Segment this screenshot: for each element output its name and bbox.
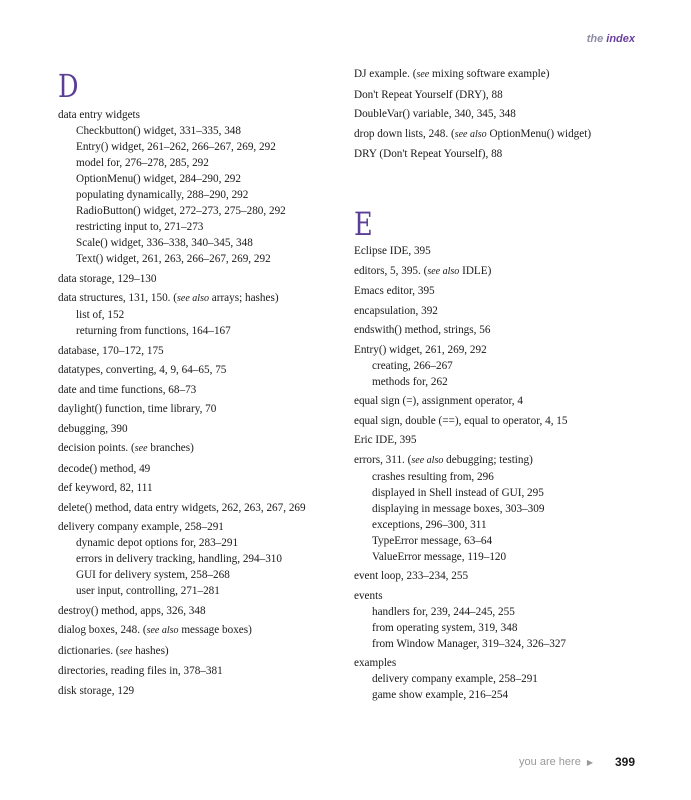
index-entry: [354, 66, 654, 83]
entry-text: decode() method, 49: [58, 462, 151, 475]
entry-text: debugging, 390: [58, 422, 128, 435]
index-entry: [58, 421, 343, 437]
index-entry: [354, 393, 654, 409]
entry-text: events: [354, 589, 383, 602]
page-number: 399: [614, 755, 635, 769]
index-entry: [354, 342, 654, 390]
index-entry: [354, 126, 654, 143]
see-reference-target: debugging; testing): [446, 453, 533, 466]
index-entry-term: [58, 421, 343, 437]
entry-text: Eclipse IDE, 395: [354, 245, 431, 257]
index-entry-term: [354, 393, 654, 409]
page-footer: [519, 755, 635, 769]
entry-text: disk storage, 129: [58, 684, 135, 697]
index-entry: [58, 440, 343, 457]
index-subentry: creating, 266–267: [372, 359, 453, 372]
index-entry-term: [354, 87, 654, 103]
index-subentry: game show example, 216–254: [372, 689, 509, 701]
see-reference-target: arrays; hashes): [211, 292, 279, 304]
entry-text: examples: [354, 657, 397, 669]
index-subentry: from Window Manager, 319–324, 326–327: [372, 637, 567, 650]
header-title: index: [606, 33, 635, 45]
index-subentry: populating dynamically, 288–290, 292: [76, 189, 249, 201]
index-entry-term: [58, 500, 343, 516]
index-subentry: Scale() widget, 336–338, 340–345, 348: [76, 237, 253, 249]
section-d-entries: [58, 107, 343, 702]
index-entry: [58, 401, 343, 417]
play-arrow-icon: ▶: [586, 757, 593, 767]
entry-text: delete() method, data entry widgets, 262, 263, 267, 269: [58, 501, 306, 514]
see-reference-target: OptionMenu() widget): [489, 127, 592, 140]
see-reference-marker: see also: [427, 265, 460, 277]
index-entry: [58, 663, 343, 679]
section-e-entries: [354, 243, 654, 707]
entry-text: DRY (Don't Repeat Yourself), 88: [354, 148, 503, 160]
entry-text: datatypes, converting, 4, 9, 64–65, 75: [58, 364, 227, 376]
index-entry: [58, 683, 343, 699]
index-subentry: displayed in Shell instead of GUI, 295: [372, 486, 544, 499]
index-entry-term: drop down lists, 248. (see also OptionMenu() widget): [354, 127, 592, 140]
entry-text: endswith() method, strings, 56: [354, 324, 491, 336]
index-subentry: RadioButton() widget, 272–273, 275–280, 292: [76, 205, 286, 217]
index-subentry: handlers for, 239, 244–245, 255: [372, 605, 515, 618]
index-entry: [354, 106, 654, 122]
entry-text: data entry widgets: [58, 109, 141, 121]
entry-text: DJ example.: [354, 68, 410, 80]
index-subentry: delivery company example, 258–291: [372, 673, 538, 685]
index-entry-term: decision points. (see branches): [58, 442, 194, 454]
index-subentry: Entry() widget, 261–262, 266–267, 269, 292: [76, 141, 276, 153]
see-reference-marker: see also: [146, 625, 179, 636]
index-subentry: OptionMenu() widget, 284–290, 292: [76, 173, 241, 185]
index-entry: [58, 500, 343, 516]
header-prefix: the: [586, 33, 604, 45]
entry-text: decision points.: [58, 442, 129, 454]
index-entry: [354, 243, 654, 259]
index-entry-term: [354, 106, 654, 122]
index-subentry: dynamic depot options for, 283–291: [76, 537, 239, 549]
index-entry: [58, 107, 343, 267]
index-entry: [58, 603, 343, 619]
index-entry-term: [354, 413, 654, 429]
index-entry-term: [354, 243, 654, 259]
index-entry: [354, 452, 654, 565]
entry-text: Emacs editor, 395: [354, 285, 435, 297]
entry-text: def keyword, 82, 111: [58, 482, 153, 494]
entry-text: directories, reading files in, 378–381: [58, 665, 223, 677]
index-entry: [58, 622, 343, 639]
index-subentry: TypeError message, 63–64: [372, 534, 493, 547]
index-entry: [354, 263, 654, 280]
index-subentry: list of, 152: [76, 309, 125, 321]
index-entry-term: [58, 683, 343, 699]
index-entry-term: DJ example. (see mixing software example): [354, 68, 550, 80]
see-reference-target: hashes): [135, 644, 169, 657]
index-entry-term: [354, 588, 654, 604]
index-entry-term: [354, 283, 654, 299]
see-reference-marker: see: [119, 645, 133, 657]
index-entry-term: [58, 663, 343, 679]
entry-text: editors, 5, 395.: [354, 264, 421, 277]
index-entry: [58, 480, 343, 496]
section-letter-e: E: [354, 205, 373, 243]
running-header: [587, 33, 635, 45]
see-reference-marker: see: [416, 69, 430, 80]
index-entry: [354, 283, 654, 299]
index-entry-term: [58, 519, 343, 535]
entry-text: delivery company example, 258–291: [58, 521, 224, 533]
index-subentry: GUI for delivery system, 258–268: [76, 569, 230, 581]
see-reference-marker: see: [134, 443, 148, 454]
entry-text: destroy() method, apps, 326, 348: [58, 604, 206, 617]
index-entry-term: [58, 401, 343, 417]
index-entry-term: errors, 311. (see also debugging; testing): [354, 453, 533, 466]
entry-text: data storage, 129–130: [58, 272, 157, 285]
index-entry-term: [58, 461, 343, 477]
index-entry: [58, 271, 343, 287]
index-entry-term: [58, 271, 343, 287]
index-entry-term: [58, 382, 343, 398]
index-entry-term: editors, 5, 395. (see also IDLE): [354, 264, 492, 277]
entry-text: encapsulation, 392: [354, 304, 438, 317]
index-entry: [354, 432, 654, 448]
index-subentry: restricting input to, 271–273: [76, 221, 204, 233]
see-reference-target: IDLE): [462, 264, 492, 277]
index-entry: [58, 382, 343, 398]
index-subentry: ValueError message, 119–120: [372, 550, 507, 563]
index-subentry: from operating system, 319, 348: [372, 621, 518, 634]
see-reference-marker: see also: [454, 128, 487, 140]
see-reference-marker: see also: [411, 454, 444, 466]
index-entry: [354, 87, 654, 103]
index-entry-term: [58, 362, 343, 378]
index-entry: [354, 413, 654, 429]
entry-text: DoubleVar() variable, 340, 345, 348: [354, 108, 516, 120]
entry-text: dialog boxes, 248.: [58, 624, 141, 636]
entry-text: equal sign (=), assignment operator, 4: [354, 395, 523, 407]
index-subentry: errors in delivery tracking, handling, 294–310: [76, 553, 282, 565]
index-entry-term: [354, 303, 654, 319]
index-subentry: Checkbutton() widget, 331–335, 348: [76, 125, 241, 137]
entry-text: drop down lists, 248.: [354, 127, 449, 140]
entry-text: daylight() function, time library, 70: [58, 403, 217, 415]
index-subentry: model for, 276–278, 285, 292: [76, 157, 209, 169]
index-subentry: methods for, 262: [372, 375, 448, 388]
entry-text: Eric IDE, 395: [354, 434, 417, 446]
entry-text: dictionaries.: [58, 644, 113, 657]
index-entry: [354, 568, 654, 584]
index-entry-term: [58, 107, 343, 123]
index-entry: [58, 643, 343, 660]
index-subentry: returning from functions, 164–167: [76, 325, 231, 337]
index-entry: [58, 362, 343, 378]
index-entry: [58, 519, 343, 599]
index-entry: [354, 322, 654, 338]
see-reference-target: mixing software example): [432, 68, 550, 80]
index-entry: [58, 343, 343, 359]
entry-text: Entry() widget, 261, 269, 292: [354, 343, 487, 356]
index-entry-term: dictionaries. (see hashes): [58, 644, 169, 657]
see-reference-target: branches): [150, 442, 194, 454]
index-entry: [58, 290, 343, 339]
entry-text: data structures, 131, 150.: [58, 292, 171, 304]
index-entry-term: [58, 603, 343, 619]
section-d-continued-entries: [354, 66, 654, 166]
entry-text: event loop, 233–234, 255: [354, 570, 469, 582]
entry-text: Don't Repeat Yourself (DRY), 88: [354, 88, 503, 101]
entry-text: date and time functions, 68–73: [58, 383, 197, 396]
index-subentry: displaying in message boxes, 303–309: [372, 502, 545, 515]
index-entry-term: dialog boxes, 248. (see also message boxes): [58, 624, 252, 636]
index-entry: [354, 146, 654, 162]
index-entry: [354, 588, 654, 652]
entry-text: database, 170–172, 175: [58, 344, 164, 357]
index-subentry: Text() widget, 261, 263, 266–267, 269, 292: [76, 253, 271, 265]
index-entry: [354, 655, 654, 703]
entry-text: equal sign, double (==), equal to operator, 4, 15: [354, 414, 568, 427]
index-entry: [354, 303, 654, 319]
index-entry-term: [354, 432, 654, 448]
index-subentry: user input, controlling, 271–281: [76, 585, 220, 597]
entry-text: errors, 311.: [354, 453, 405, 466]
index-subentry: exceptions, 296–300, 311: [372, 518, 487, 531]
see-reference-marker: see also: [177, 293, 209, 304]
index-entry-term: [354, 322, 654, 338]
index-entry-term: [58, 480, 343, 496]
index-entry: [58, 461, 343, 477]
see-reference-target: message boxes): [181, 624, 252, 636]
index-entry-term: [354, 568, 654, 584]
section-letter-d: D: [58, 67, 79, 105]
index-entry-term: [354, 146, 654, 162]
index-subentry: crashes resulting from, 296: [372, 470, 494, 483]
you-are-here-label: you are here: [519, 756, 581, 768]
index-entry-term: data structures, 131, 150. (see also arrays; hashes): [58, 292, 279, 304]
index-entry-term: [354, 342, 654, 358]
index-entry-term: [58, 343, 343, 359]
index-entry-term: [354, 655, 654, 671]
